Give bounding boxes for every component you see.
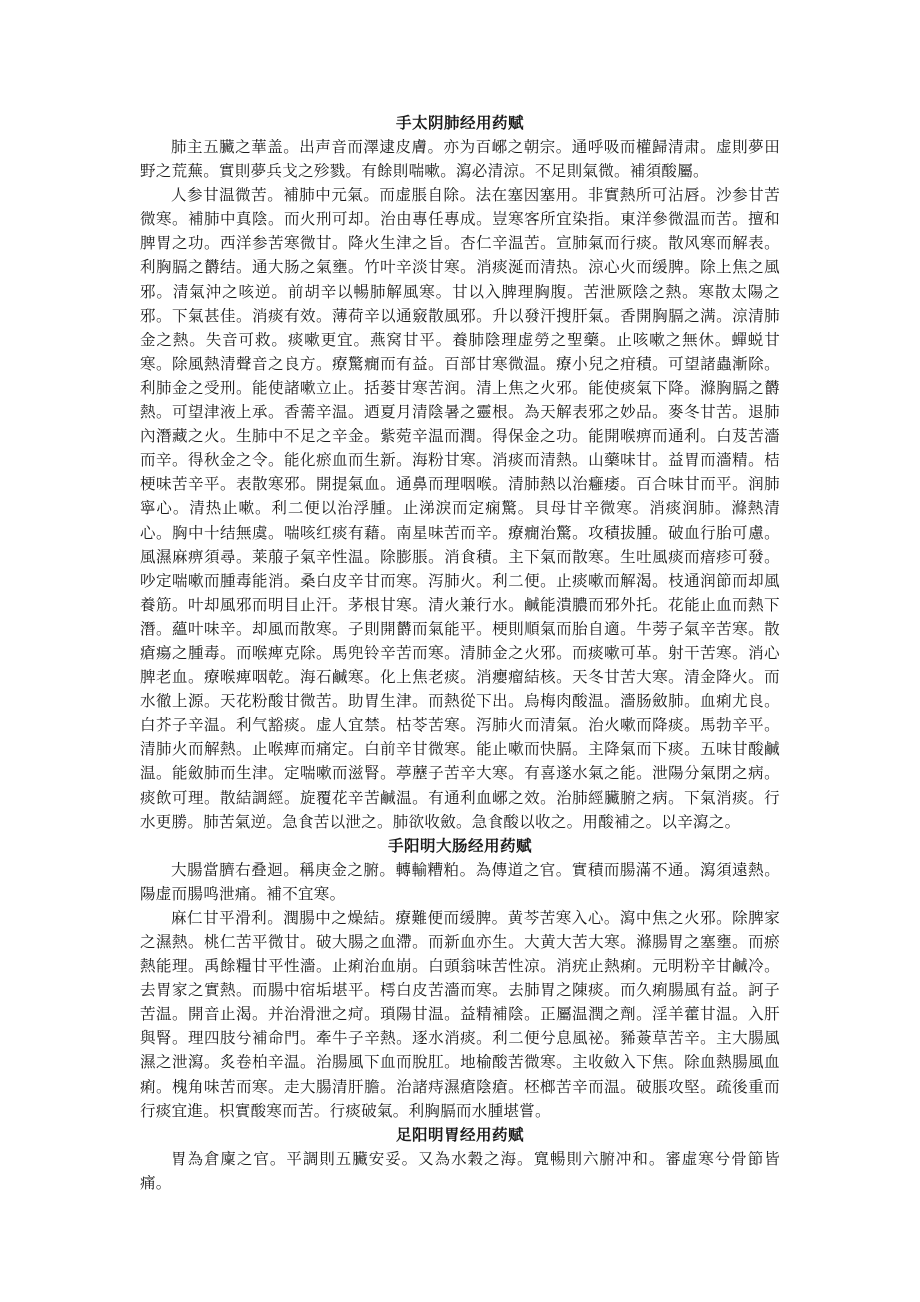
- paragraph-lung-herbs: 人参甘温微苦。補肺中元氣。而虚脹自除。法在塞因塞用。非實熱所可沾唇。沙参甘苦微寒。補肺中真陰。而火刑可却。治由專任專成。豈寒客所宜染指。東洋參微温而苦。擅和脾胃之功。西洋参苦寒微甘。降火生津之旨。杏仁辛温苦。宣肺氣而行痰。散风寒而解表。利胸膈之欝结。通大肠之氣壅。竹叶辛淡甘寒。消痰涎而清热。涼心火而缓脾。除上焦之風邪。清氣沖之咳逆。前胡辛以暢肺解風寒。甘以入脾理胸腹。苦泄厥陰之熱。寒散太陽之邪。下氣甚佳。消痰有效。薄荷辛以通竅散風邪。升以發汗搜肝氣。香開胸膈之满。涼清肺金之熱。失音可救。痰嗽更宜。燕窝甘平。養肺陰理虚勞之聖藥。止咳嗽之無休。蟬蜕甘寒。除風熱清聲音之良方。療驚癇而有益。百部甘寒微温。療小兒之疳積。可望諸蟲漸除。利肺金之受刑。能使諸嗽立止。括蒌甘寒苦润。清上焦之火邪。能使痰氣下降。滌胸膈之欝熱。可望津液上承。香薷辛温。迺夏月清陰暑之靈根。為天解表邪之妙品。麥冬甘苦。退肺內潛藏之火。生肺中不足之辛金。紫菀辛温而潤。得保金之功。能開喉痹而通利。白芨苦濇而辛。得秋金之令。能化瘀血而生新。海粉甘寒。消痰而清熱。山藥味甘。益胃而濇精。桔梗味苦辛平。表散寒邪。開提氣血。通鼻而理咽喉。清肺熱以治癰痿。百合味甘而平。润肺寧心。清热止嗽。利二便以治浮腫。止涕淚而定痫驚。貝母甘辛微寒。消痰润肺。滌熱清心。胸中十结無虞。喘咳红痰有藉。南星味苦而辛。療癇治驚。攻積拔腫。破血行胎可慮。風濕麻痹須尋。莱菔子氣辛性温。除膨脹。消食積。主下氣而散寒。生吐風痰而瘖疹可發。吵定喘嗽而腫毒能消。桑白皮辛甘而寒。泻肺火。利二便。止痰嗽而解渴。枝通润節而却風養筋。叶却風邪而明目止汗。茅根甘寒。清火兼行水。鹹能潰膿而邪外托。花能止血而熱下潛。蘊叶味辛。却風而散寒。子則開欝而氣能平。梗則順氣而胎自適。牛蒡子氣辛苦寒。散瘡瘍之腫毒。而喉痺克除。馬兜铃辛苦而寒。清肺金之火邪。而痰嗽可革。射干苦寒。消心脾老血。療喉痺咽乾。海石鹹寒。化上焦老痰。消癭瘤結核。天冬甘苦大寒。清金降火。而水徹上源。天花粉酸甘微苦。助胃生津。而熱從下出。烏梅肉酸温。濇肠斂肺。血痢尤良。白芥子辛温。利气豁痰。虚人宜禁。枯苓苦寒。泻肺火而清氣。治火嗽而降痰。馬勃辛平。清肺火而解熱。止喉痺而痛定。白前辛甘微寒。能止嗽而快膈。主降氣而下痰。五味甘酸鹹温。能斂肺而生津。定喘嗽而滋腎。葶藶子苦辛大寒。有喜遂水氣之能。泄陽分氣閉之病。痰飲可理。散結調經。旋覆花辛苦鹹温。有通利血峫之效。治肺經臟腑之病。下氣消痰。行水更勝。肺苦氣逆。急食苦以泄之。肺欲收斂。急食酸以收之。用酸補之。以辛瀉之。: [140, 186, 780, 831]
- paragraph-stomach-intro: 胃為倉廩之官。平調則五臟安妥。又為水穀之海。寬暢則六腑冲和。審虛寒兮骨節皆痛。: [140, 1149, 780, 1192]
- section-title-large-intestine: 手阳明大肠经用药赋: [387, 835, 532, 855]
- section-title-stomach: 足阳明胃经用药赋: [395, 1124, 524, 1144]
- paragraph-large-intestine-herbs: 麻仁甘平滑利。潤腸中之燥結。療難便而缓脾。黄芩苦寒入心。瀉中焦之火邪。除脾家之濕熱。桃仁苦平微甘。破大腸之血滯。而新血亦生。大黄大苦大寒。滌腸胃之塞壅。而瘀熱能理。禹餘糧甘平性濇。止痢治血崩。白頭翁味苦性凉。消疣止熱痢。元明粉辛甘鹹冷。去胃家之實熱。而腸中宿垢堪平。樗白皮苦濇而寒。去肺胃之陳痰。而久痢腸風有益。訶子苦温。開音止渴。并治滑泄之疴。瑣陽甘温。益精補陰。正屬温潤之劑。淫羊藿甘温。入肝與腎。理四肢兮補命門。牽牛子辛熱。逐水消痰。利二便兮息風祕。豨薟草苦辛。主大腸風濕之泄瀉。炙卷柏辛温。治腸風下血而脫肛。地榆酸苦微寒。主收斂入下焦。除血熱腸風血痢。槐角味苦而寒。走大腸清肝膽。治諸痔濕瘡陰瘡。柸榔苦辛而温。破脹攻堅。疏後重而行痰宜進。枳實酸寒而苦。行痰破氣。利胸膈而水腫堪嘗。: [140, 908, 780, 1120]
- paragraph-lung-intro: 肺主五臟之華盖。出声音而澤逮皮膚。亦为百峫之朝宗。通呼吸而權歸清肃。虚則夢田野之荒蕪。實則夢兵戈之殄戮。有餘則喘嗽。瀉必清涼。不足則氣微。補須酸屬。: [140, 138, 780, 181]
- paragraph-large-intestine-intro: 大腸當臍右叠迴。稱庚金之腑。轉輸糟粕。為傳道之官。實積而腸滿不通。瀉須遠熱。陽虚而腸鸣泄痛。補不宜寒。: [140, 860, 780, 903]
- section-title-lung: 手太阴肺经用药赋: [395, 113, 524, 132]
